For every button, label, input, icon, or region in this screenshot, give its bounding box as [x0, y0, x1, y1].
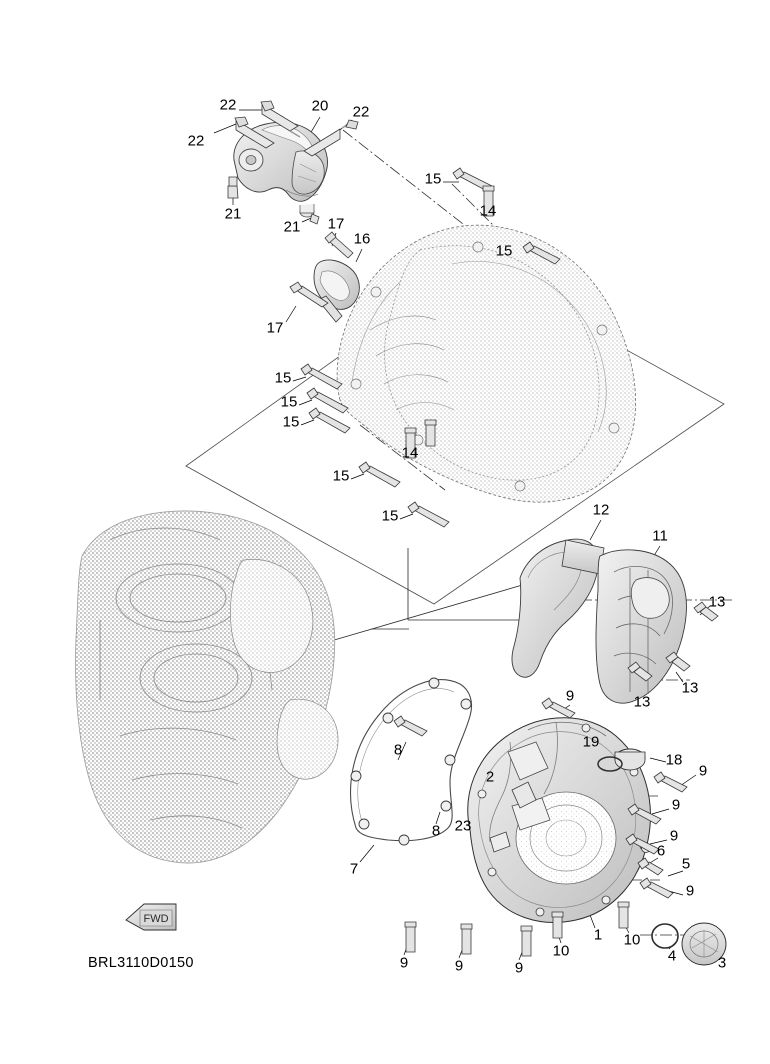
callout-number: 15 — [282, 413, 300, 431]
callout-number: 21 — [283, 218, 301, 236]
callout-number: 11 — [652, 527, 668, 545]
callout-number: 9 — [698, 762, 708, 780]
callout-number: 23 — [454, 817, 472, 835]
callout-number: 15 — [424, 170, 442, 188]
callout-number: 21 — [224, 205, 242, 223]
callout-number: 9 — [454, 957, 464, 975]
callout-number: 10 — [552, 942, 570, 960]
support-arm — [290, 232, 359, 322]
callout-number: 18 — [665, 751, 683, 769]
callout-number: 13 — [681, 679, 699, 697]
callout-number: 19 — [582, 733, 600, 751]
ghost-crankcase-cover — [337, 225, 636, 502]
callout-number: 1 — [593, 926, 603, 944]
callout-number: 14 — [401, 444, 419, 462]
callout-number: 10 — [623, 931, 641, 949]
callout-number: 13 — [708, 593, 726, 611]
callout-number: 8 — [431, 822, 441, 840]
callout-number: 17 — [327, 215, 345, 233]
callout-number: 16 — [353, 230, 371, 248]
callout-number: 6 — [656, 842, 666, 860]
callout-number: 15 — [274, 369, 292, 387]
callout-number: 5 — [681, 855, 691, 873]
callout-number: 13 — [633, 693, 651, 711]
callout-number: 22 — [187, 132, 205, 150]
callout-number: 9 — [669, 827, 679, 845]
part-code-label: BRL3110D0150 — [88, 955, 194, 971]
callout-number: 3 — [717, 954, 727, 972]
callout-number: 9 — [399, 954, 409, 972]
callout-number: 17 — [266, 319, 284, 337]
callout-number: 9 — [565, 687, 575, 705]
callout-number: 15 — [381, 507, 399, 525]
callout-number: 9 — [685, 882, 695, 900]
callout-number: 9 — [671, 796, 681, 814]
engine-block-ghost — [76, 511, 338, 863]
crankcase-gasket — [351, 678, 472, 845]
callout-number: 14 — [479, 202, 497, 220]
callout-number: 22 — [219, 96, 237, 114]
callout-number: 9 — [514, 959, 524, 977]
callout-number: 20 — [311, 97, 329, 115]
callout-number: 2 — [485, 768, 495, 786]
callout-number: 22 — [352, 103, 370, 121]
svg-text:FWD: FWD — [143, 913, 169, 925]
callout-number: 4 — [667, 947, 677, 965]
callout-number: 15 — [332, 467, 350, 485]
callout-number: 15 — [280, 393, 298, 411]
callout-number: 15 — [495, 242, 513, 260]
callout-number: 8 — [393, 741, 403, 759]
callout-number: 12 — [592, 501, 610, 519]
upper-bracket-assembly — [228, 97, 358, 224]
forward-arrow-badge — [126, 904, 176, 930]
crankcase-cover-main — [468, 718, 651, 923]
callout-number: 7 — [349, 860, 359, 878]
